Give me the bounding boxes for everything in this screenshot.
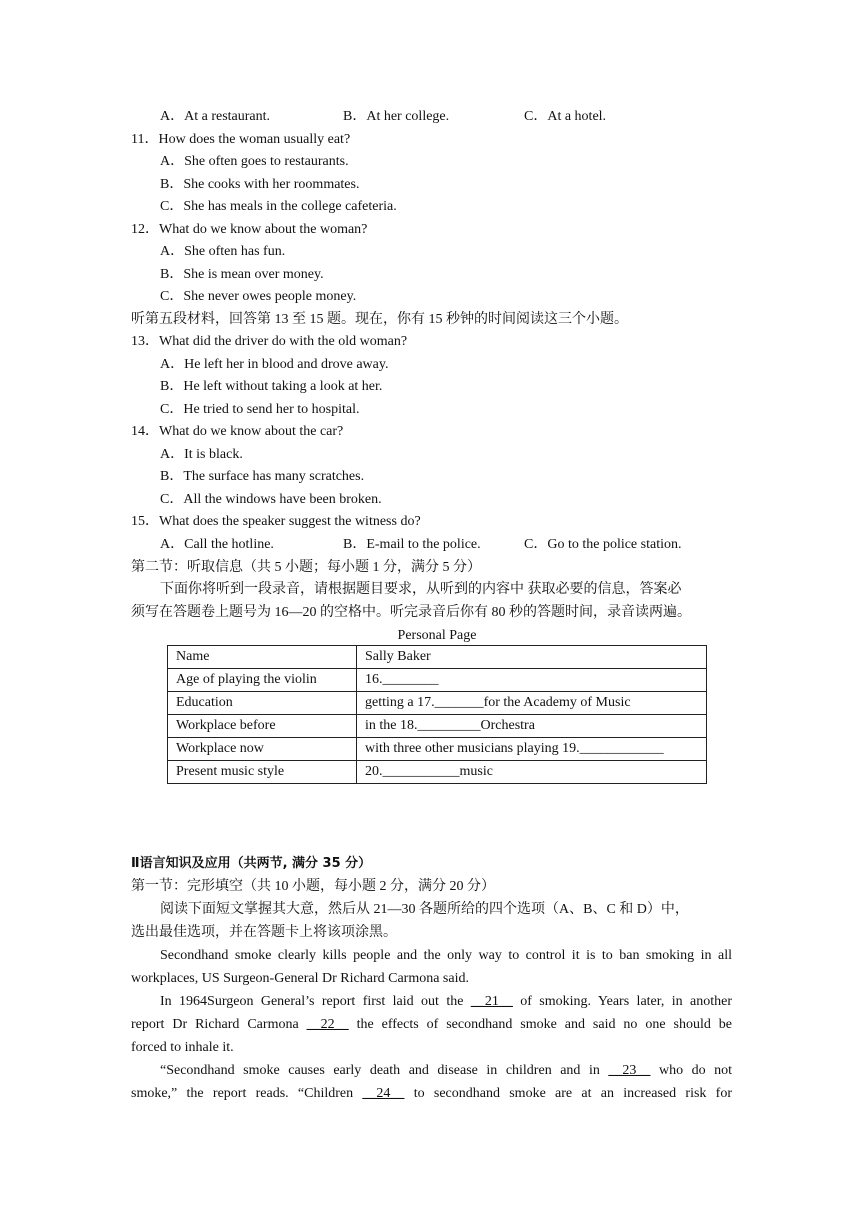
table-row	[168, 761, 707, 784]
row-value: with three other musicians playing 19.____________	[357, 738, 707, 761]
blank-23: __23__	[608, 1063, 651, 1078]
passage-para2-line2	[131, 1014, 732, 1036]
q13-option-c: C．He tried to send her to hospital.	[160, 402, 360, 417]
q14-option-b: B．The surface has many scratches.	[160, 469, 365, 484]
q11-option-b: B．She cooks with her roommates.	[160, 177, 360, 192]
table-caption: Personal Page	[397, 628, 477, 643]
section2-instruction-line2: 须写在答题卷上题号为 16—20 的空格中。听完录音后你有 80 秒的答题时间，录音读两遍。	[131, 605, 691, 620]
part2-title: Ⅱ语言知识及应用（共两节, 满分 35 分）	[131, 856, 372, 871]
cloze-instruction-line2: 选出最佳选项，并在答题卡上将该项涂黑。	[131, 925, 397, 940]
part5-instruction: 听第五段材料，回答第 13 至 15 题。现在，你有 15 秒钟的时间阅读这三个小题。	[131, 312, 628, 327]
q12-stem: 12．What do we know about the woman?	[131, 222, 368, 237]
para3-text: smoke,” the report reads. “Children	[131, 1086, 354, 1101]
row-label: Workplace now	[168, 738, 357, 761]
row-label: Present music style	[168, 761, 357, 784]
q13-option-a: A．He left her in blood and drove away.	[160, 357, 389, 372]
q11-option-a: A．She often goes to restaurants.	[160, 154, 349, 169]
para3-text: who do not	[658, 1063, 733, 1078]
row-value: in the 18._________Orchestra	[357, 715, 707, 738]
blank-22: __22__	[306, 1017, 349, 1032]
row-label: Name	[168, 646, 357, 669]
q14-option-c: C．All the windows have been broken.	[160, 492, 382, 507]
q15-option-a: A．Call the hotline.	[160, 537, 274, 552]
para3-text: to secondhand smoke are at an increased risk for	[413, 1086, 733, 1101]
table-row	[168, 715, 707, 738]
row-label: Age of playing the violin	[168, 669, 357, 692]
row-label: Workplace before	[168, 715, 357, 738]
row-label: Education	[168, 692, 357, 715]
para3-text: “Secondhand smoke causes early death and disease in children and in	[160, 1063, 600, 1078]
personal-page-table	[167, 645, 707, 784]
passage-para1-line2: workplaces, US Surgeon-General Dr Richard Carmona said.	[131, 971, 469, 986]
q12-option-a: A．She often has fun.	[160, 244, 286, 259]
q11-stem: 11．How does the woman usually eat?	[131, 132, 351, 147]
q12-option-b: B．She is mean over money.	[160, 267, 324, 282]
q10-option-a: A．At a restaurant.	[160, 109, 271, 124]
cloze-instruction-line1: 阅读下面短文掌握其大意，然后从 21—30 各题所给的四个选项（A、B、C 和 D）中，	[160, 902, 689, 917]
passage-para2-line3: forced to inhale it.	[131, 1040, 234, 1055]
para2-text: report Dr Richard Carmona	[131, 1017, 299, 1032]
para2-text: In 1964Surgeon General’s report first laid out the	[160, 994, 464, 1009]
blank-24: __24__	[362, 1086, 405, 1101]
passage-para3-line1	[160, 1060, 732, 1082]
blank-21: __21__	[470, 994, 513, 1009]
row-value: getting a 17._______for the Academy of Music	[357, 692, 707, 715]
passage-para3-line2	[131, 1083, 732, 1105]
q14-option-a: A．It is black.	[160, 447, 243, 462]
row-value: 20.___________music	[357, 761, 707, 784]
q15-option-b: B．E-mail to the police.	[343, 537, 481, 552]
para2-text: of smoking. Years later, in another	[520, 994, 733, 1009]
table-row	[168, 646, 707, 669]
q14-stem: 14．What do we know about the car?	[131, 424, 344, 439]
table-row	[168, 692, 707, 715]
row-value: 16.________	[357, 669, 707, 692]
table-row	[168, 738, 707, 761]
section2-title: 第二节：听取信息（共 5 小题；每小题 1 分，满分 5 分）	[131, 560, 481, 575]
q15-stem: 15．What does the speaker suggest the witness do?	[131, 514, 421, 529]
table-row	[168, 669, 707, 692]
q10-option-b: B．At her college.	[343, 109, 450, 124]
cloze-title: 第一节：完形填空（共 10 小题，每小题 2 分，满分 20 分）	[131, 879, 495, 894]
passage-para1-line1: Secondhand smoke clearly kills people and the only way to control it is to ban smoking in all	[160, 948, 732, 963]
para2-text: the effects of secondhand smoke and said no one should be	[356, 1017, 733, 1032]
q13-stem: 13．What did the driver do with the old woman?	[131, 334, 408, 349]
section2-instruction-line1: 下面你将听到一段录音，请根据题目要求，从听到的内容中 获取必要的信息，答案必	[160, 582, 682, 597]
q13-option-b: B．He left without taking a look at her.	[160, 379, 383, 394]
row-value: Sally Baker	[357, 646, 707, 669]
q12-option-c: C．She never owes people money.	[160, 289, 357, 304]
passage-para2-line1	[160, 991, 732, 1013]
q10-option-c: C．At a hotel.	[524, 109, 607, 124]
q15-option-c: C．Go to the police station.	[524, 537, 682, 552]
q11-option-c: C．She has meals in the college cafeteria.	[160, 199, 397, 214]
